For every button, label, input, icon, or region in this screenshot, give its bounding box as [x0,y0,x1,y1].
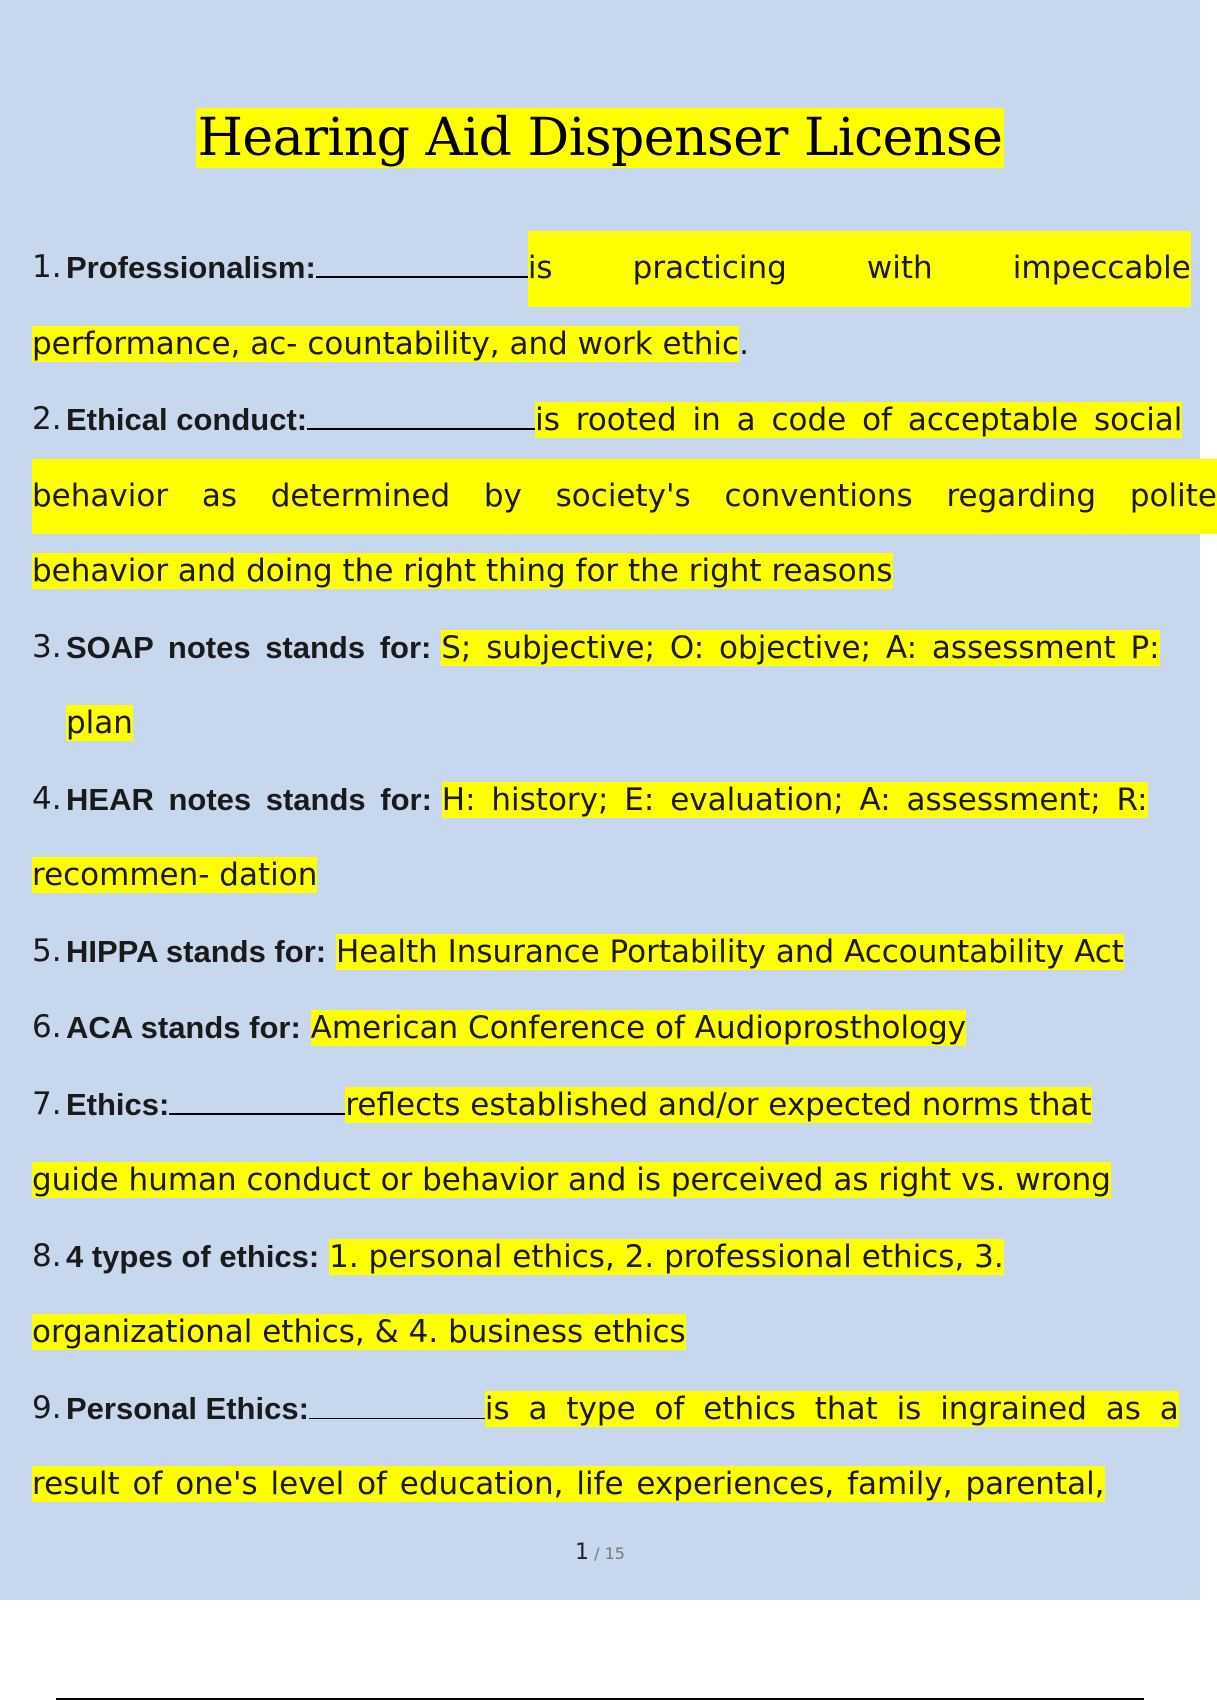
answer-word: conventions [724,477,913,514]
item-number: 5. [32,932,62,969]
item-label: 4 types of ethics: [66,1238,320,1274]
answer-blank [307,400,535,430]
item-number: 4. [32,780,62,817]
item-number: 7. [32,1085,62,1122]
list-item [32,382,1217,610]
answer-word: practicing [632,250,787,286]
list-item [32,990,1200,1067]
answer-word: society's [555,477,691,514]
answer-word: is [527,250,553,286]
answer-text: Health Insurance Portability and Accountability Act [335,933,1124,970]
answer-text: result of one's level of education, life experiences, family, parental, [32,1466,1105,1502]
item-number: 1. [32,249,62,285]
answer-word: by [483,477,522,514]
item-label: Ethical conduct: [66,402,308,437]
answer-text: reflects established and/or expected norms that [345,1086,1092,1123]
answer-blank [309,1390,485,1419]
list-item [32,1371,1200,1523]
answer-text: 1. personal ethics, 2. professional ethics, 3. [329,1238,1004,1275]
item-label: Ethics: [66,1086,170,1122]
page-separator: / [589,1544,605,1563]
answer-text: is rooted in a code of acceptable social [535,402,1183,438]
answer-text: American Conference of Audioprosthology [310,1010,967,1046]
answer-text: behavior and doing the right thing for the right reasons [32,553,893,589]
item-number: 3. [32,628,62,665]
answer-word: as [201,477,237,514]
answer-text: organizational ethics, & 4. business ethics [32,1314,686,1350]
answer-word: impeccable [1012,250,1191,286]
question-list [32,230,1217,1523]
list-item [32,914,1200,991]
list-item [32,610,1200,762]
answer-word: determined [270,477,451,514]
answer-blank [169,1085,345,1115]
answer-word: regarding [946,477,1097,514]
page-number [0,1540,1200,1565]
item-label: HIPPA stands for: [66,933,327,969]
answer-text: plan [66,705,133,741]
answer-text: guide human conduct or behavior and is perceived as right vs. wrong [32,1162,1111,1198]
item-label: SOAP notes stands for: [66,629,432,665]
answer-blank [316,248,528,278]
item-label: Professionalism: [66,250,316,285]
list-item [32,230,1200,382]
list-item [32,762,1200,914]
answer-word: with [866,250,933,286]
answer-text: H: history; E: evaluation; A: assessment; R: [441,781,1148,818]
item-number: 9. [32,1389,62,1426]
item-number: 8. [32,1237,62,1274]
document-title: Hearing Aid Dispenser License [197,108,1003,168]
answer-word: behavior [32,477,169,514]
answer-tail: . [739,325,749,362]
item-number: 2. [32,401,62,437]
answer-text: S; subjective; O: objective; A: assessment P: [441,629,1160,666]
list-item [32,1067,1200,1219]
answer-word: polite [1129,477,1217,514]
list-item [32,1219,1200,1371]
answer-text: performance, ac- countability, and work ethic [32,325,740,362]
item-label: Personal Ethics: [66,1390,309,1426]
item-label: ACA stands for: [66,1010,301,1045]
page-total: 15 [604,1544,625,1563]
page-current: 1 [575,1540,590,1565]
item-number: 6. [32,1009,62,1045]
answer-text: recommen- dation [32,857,318,893]
item-label: HEAR notes stands for: [66,781,432,817]
answer-text: is a type of ethics that is ingrained as a [484,1390,1179,1427]
